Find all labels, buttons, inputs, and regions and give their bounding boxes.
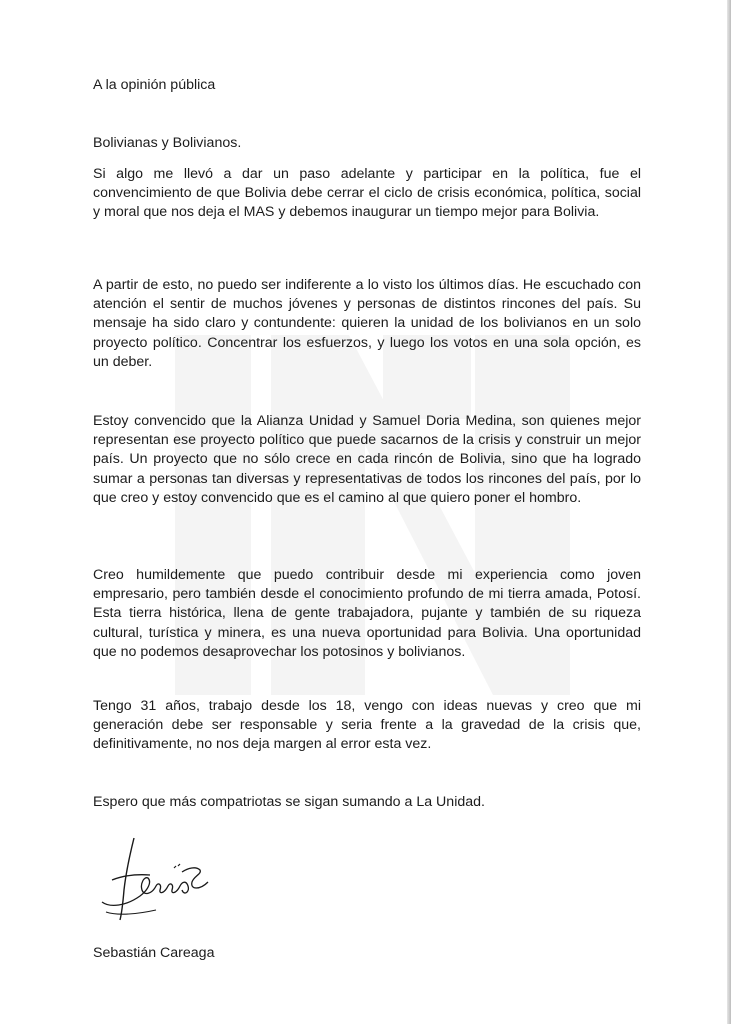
page-edge-shadow [727, 0, 731, 1024]
letter-greeting: A la opinión pública [93, 77, 216, 93]
letter-salutation: Bolivianas y Bolivianos. [93, 135, 242, 151]
signature-icon [96, 832, 216, 924]
letter-paragraph-3: Estoy convencido que la Alianza Unidad y Samuel Doria Medina, son quienes mejor representan ese proyecto político que puede sacarnos de la crisis y construir un mejor país. Un proyecto que no sólo crece en cada rincón de Bolivia, sino que ha logrado sumar a personas tan diversas y representativas de todos los rincones del país, por lo que creo y estoy convencido que es el camino al que quiero poner el hombro. [93, 413, 641, 506]
signer-name: Sebastián Careaga [93, 945, 215, 961]
letter-paragraph-4: Creo humildemente que puedo contribuir desde mi experiencia como joven empresario, pero también desde el conocimiento profundo de mi tierra amada, Potosí. Esta tierra histórica, llena de gente trabajadora, pujante y también de su riqueza cultural, turística y minera, es una nueva oportunidad para Bolivia. Una oportunidad que no podemos desaprovechar los potosinos y bolivianos. [93, 567, 641, 660]
letter-paragraph-1: Si algo me llevó a dar un paso adelante y participar en la política, fue el convencimiento de que Bolivia debe cerrar el ciclo de crisis económica, política, social y moral que nos deja el MAS y debemos inaugurar un tiempo mejor para Bolivia. [93, 166, 641, 221]
letter-paragraph-5: Tengo 31 años, trabajo desde los 18, vengo con ideas nuevas y creo que mi generación debe ser responsable y seria frente a la gravedad de la crisis que, definitivamente, no nos deja margen al error esta vez. [93, 698, 641, 753]
letter-closing: Espero que más compatriotas se sigan sumando a La Unidad. [93, 794, 485, 810]
letter-paragraph-2: A partir de esto, no puedo ser indiferente a lo visto los últimos días. He escuchado con atención el sentir de muchos jóvenes y personas de distintos rincones del país. Su mensaje ha sido claro y contundente: quieren la unidad de los bolivianos en un solo proyecto político. Concentrar los esfuerzos, y luego los votos en una sola opción, es un deber. [93, 277, 641, 370]
